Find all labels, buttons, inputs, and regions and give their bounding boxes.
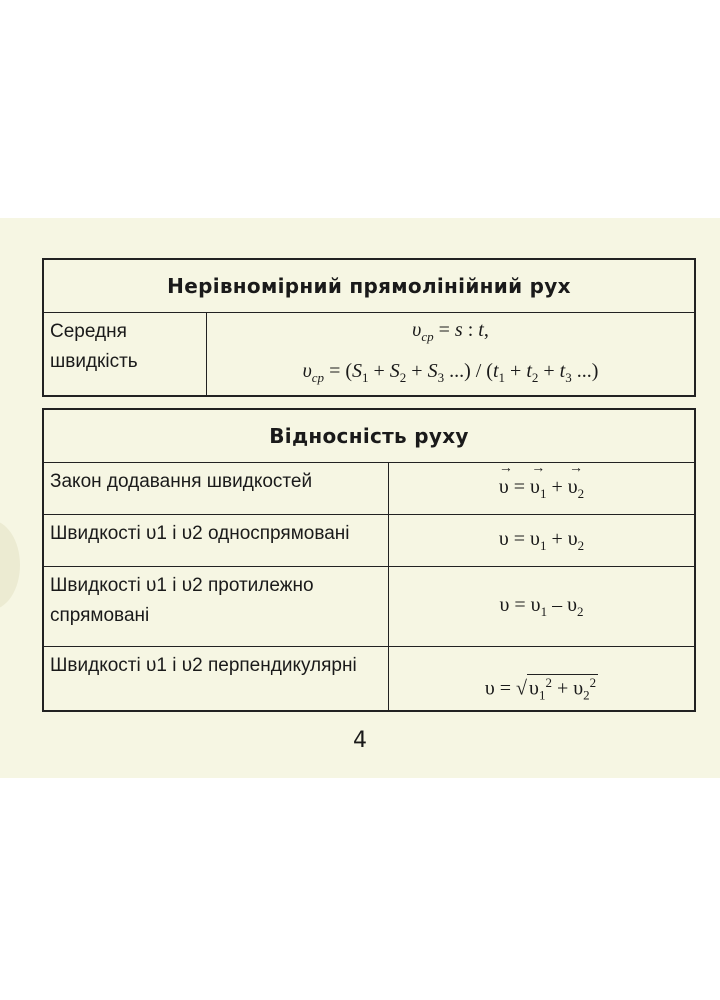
average-speed-label: Середня швидкість	[43, 313, 207, 397]
page-number: 4	[353, 728, 367, 753]
opposite-formula: $\upsilon = \upsilon_1 - \upsilon_2$	[389, 567, 696, 647]
perpendicular-formula: υ = √ $\upsilon_1^2 + \upsilon_2^2$	[389, 647, 696, 711]
codirectional-label: Швидкості υ1 і υ2 односпрямовані	[43, 515, 389, 567]
average-speed-formula: $\upsilon_{ср} = s$ : t, $\upsilon_{ср} = (S_1 + S_2 + S_3$ ...) / ($t_1 + t_2 + t_3$ ...)	[207, 313, 696, 397]
section1-title: Нерівномірний прямолінійний рух	[43, 259, 695, 313]
perpendicular-label: Швидкості υ1 і υ2 перпендикулярні	[43, 647, 389, 711]
table-nonuniform-motion	[42, 258, 696, 397]
velocity-addition-label: Закон додавання швидкостей	[43, 463, 389, 515]
table-relativity-of-motion	[42, 408, 696, 712]
codirectional-formula: $\upsilon = \upsilon_1 + \upsilon_2$	[389, 515, 696, 567]
section2-title: Відносність руху	[43, 409, 695, 463]
velocity-addition-formula: → υ = → $\upsilon_1$ + → $\upsilon_2$	[389, 463, 696, 515]
opposite-label: Швидкості υ1 і υ2 протилежно спрямовані	[43, 567, 389, 647]
